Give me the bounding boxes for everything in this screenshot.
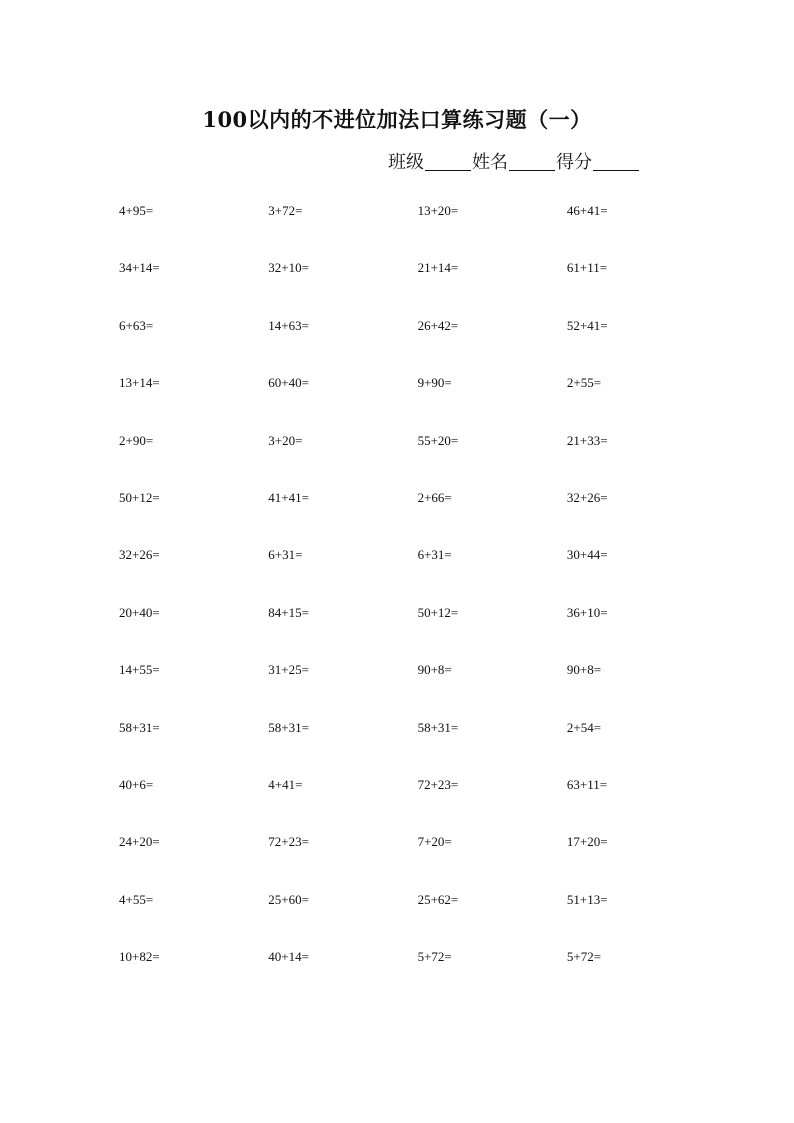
problem-item: 17+20= — [566, 834, 608, 850]
problem-item: 2+90= — [119, 432, 154, 448]
page-title: 100以内的不进位加法口算练习题（一） — [202, 107, 592, 132]
problem-item: 2+66= — [417, 489, 452, 505]
problem-item: 46+41= — [566, 203, 608, 218]
problem-item: 63+11= — [566, 776, 608, 792]
problem-item: 3+20= — [268, 432, 303, 448]
problem-row — [119, 489, 719, 546]
problem-row — [119, 202, 719, 259]
problem-row — [119, 776, 719, 833]
problem-row — [119, 891, 719, 948]
name-label: 姓名 — [472, 152, 508, 173]
problem-item: 32+10= — [268, 260, 309, 276]
problem-item: 25+60= — [268, 891, 309, 907]
problem-item: 20+40= — [119, 604, 160, 620]
problem-item: 6+31= — [417, 547, 452, 563]
problem-item: 61+11= — [566, 260, 608, 276]
problem-item: 5+72= — [566, 949, 602, 965]
problem-row — [119, 948, 719, 1005]
score-blank[interactable] — [593, 152, 639, 171]
problem-item: 14+55= — [119, 662, 160, 678]
problem-row — [119, 661, 719, 718]
problem-item: 4+41= — [268, 776, 303, 792]
problem-item: 58+31= — [268, 719, 309, 735]
problem-item: 58+31= — [417, 719, 459, 735]
problem-item: 32+26= — [566, 489, 608, 505]
problem-item: 41+41= — [268, 489, 309, 505]
problem-row — [119, 317, 719, 374]
problem-item: 21+14= — [417, 260, 459, 276]
problem-item: 4+55= — [119, 891, 154, 907]
problem-item: 50+12= — [417, 604, 459, 620]
problem-item: 2+55= — [566, 375, 602, 391]
problem-item: 6+63= — [119, 317, 154, 333]
problem-item: 40+14= — [268, 949, 309, 965]
problem-item: 36+10= — [566, 604, 608, 620]
problem-row — [119, 719, 719, 776]
problem-item: 50+12= — [119, 489, 160, 505]
problem-item: 2+54= — [566, 719, 602, 735]
problem-item: 52+41= — [566, 317, 608, 333]
problem-item: 14+63= — [268, 317, 309, 333]
problem-item: 6+31= — [268, 547, 303, 563]
problem-item: 30+44= — [566, 547, 608, 563]
problem-item: 21+33= — [566, 432, 608, 448]
problem-item: 40+6= — [119, 776, 154, 792]
problem-row — [119, 833, 719, 890]
problem-row — [119, 432, 719, 489]
problem-item: 58+31= — [119, 719, 160, 735]
problem-item: 24+20= — [119, 834, 160, 850]
score-label: 得分 — [556, 152, 592, 173]
problem-row — [119, 604, 719, 661]
problem-row — [119, 374, 719, 431]
problem-item: 10+82= — [119, 949, 160, 965]
problem-item: 4+95= — [119, 203, 154, 218]
problem-row — [119, 259, 719, 316]
problem-item: 34+14= — [119, 260, 160, 276]
problem-item: 90+8= — [417, 662, 452, 678]
problem-item: 60+40= — [268, 375, 309, 391]
problem-item: 55+20= — [417, 432, 459, 448]
problem-item: 5+72= — [417, 949, 452, 965]
problem-grid — [119, 202, 719, 1005]
problem-item: 3+72= — [268, 203, 303, 218]
problem-item: 51+13= — [566, 891, 608, 907]
class-blank[interactable] — [425, 152, 471, 171]
problem-item: 13+14= — [119, 375, 160, 391]
problem-item: 13+20= — [417, 203, 459, 218]
student-info-line — [388, 148, 640, 174]
problem-item: 72+23= — [268, 834, 309, 850]
problem-item: 84+15= — [268, 604, 309, 620]
problem-row — [119, 546, 719, 603]
problem-item: 25+62= — [417, 891, 459, 907]
problem-item: 72+23= — [417, 776, 459, 792]
problem-item: 32+26= — [119, 547, 160, 563]
problem-item: 90+8= — [566, 662, 602, 678]
problem-item: 7+20= — [417, 834, 452, 850]
problem-item: 31+25= — [268, 662, 309, 678]
problem-item: 26+42= — [417, 317, 459, 333]
problem-item: 9+90= — [417, 375, 452, 391]
name-blank[interactable] — [509, 152, 555, 171]
class-label: 班级 — [388, 152, 424, 173]
